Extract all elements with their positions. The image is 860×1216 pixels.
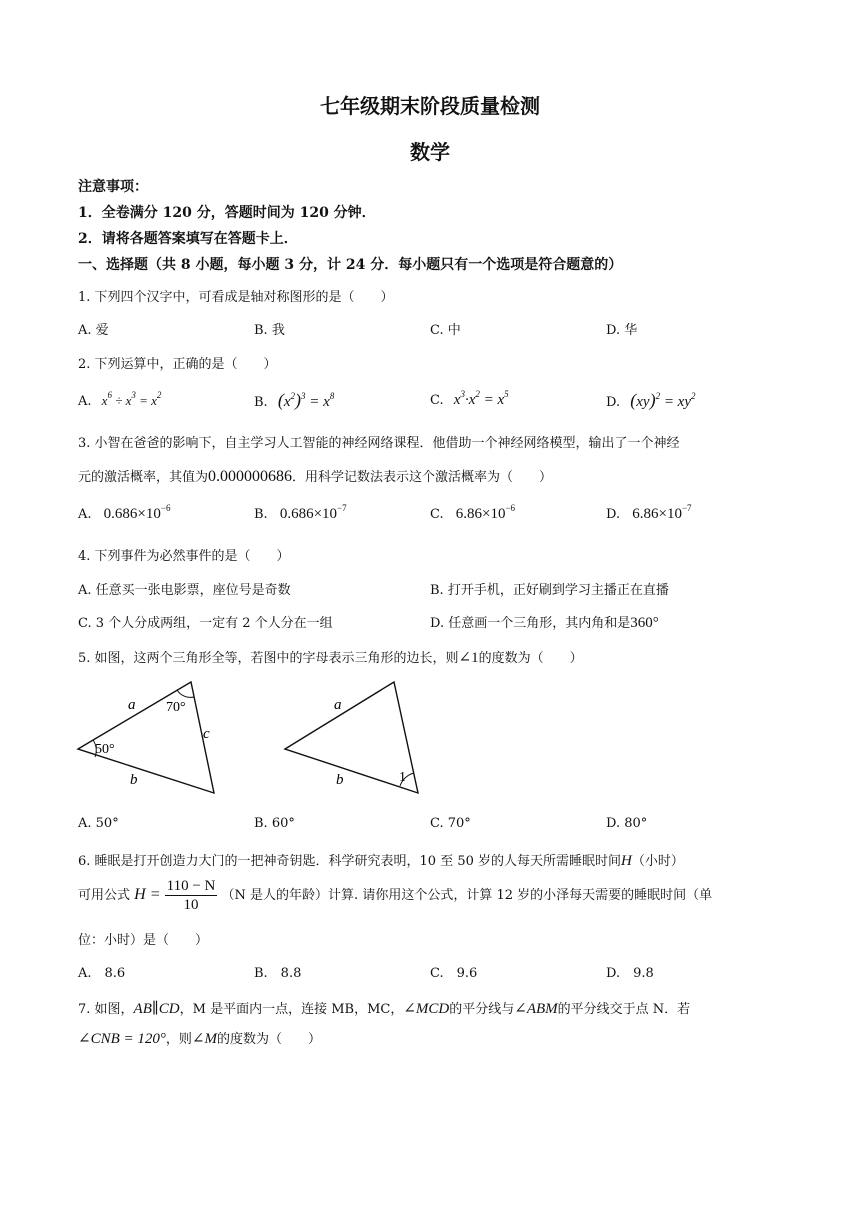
q5-triangle-figure-2 (276, 676, 426, 798)
q3-d-exponent: −7 (681, 503, 692, 513)
triangle-1-side-a: a (128, 697, 136, 713)
q3-text: 元的激活概率，其值为 (78, 470, 209, 485)
q6-text: 6. 睡眠是打开创造力大门的一把神奇钥匙．科学研究表明，10 至 50 岁的人每天所需睡眠时间 (78, 854, 622, 869)
q5-text: 的度数为（ ） (478, 651, 583, 666)
q7-text: 的度数为（ ） (216, 1032, 321, 1047)
q6-text: 可用公式 (78, 888, 131, 903)
q6-option-c: C. 9.6 (430, 966, 478, 981)
q3-value: 0.000000686 (208, 468, 293, 485)
question-6-line3: 位：小时）是（ ） (78, 933, 209, 948)
q3-b-mantissa: 0.686×10 (279, 506, 338, 522)
q7-text: 7. 如图， (78, 1002, 134, 1017)
q6-text: （N 是人的年龄）计算. 请你用这个公式，计算 12 岁的小泽每天需要的睡眠时间（单 (221, 888, 713, 903)
q1-option-a: A. 爱 (78, 323, 109, 338)
question-3-line1: 3. 小智在爸爸的影响下，自主学习人工智能的神经网络课程．他借助一个神经网络模型，输出了一个神经 (78, 436, 680, 451)
q3-text: ．用科学记数法表示这个激活概率为（ ） (292, 470, 553, 485)
q6-text: （小时） (631, 854, 684, 869)
q3-option-d-value (632, 503, 692, 522)
question-4-stem: 4. 下列事件为必然事件的是（ ） (78, 549, 290, 564)
triangle-1-top-arc (177, 690, 194, 697)
q5-option-d: D. 80° (606, 816, 648, 831)
q3-option-d-label: D. (606, 507, 621, 522)
q2-option-b (254, 390, 334, 411)
question-6-line2 (78, 877, 712, 914)
q4-option-d-value: 360° (630, 615, 659, 631)
triangle-2-side-b: b (336, 772, 344, 788)
question-2-stem: 2. 下列运算中，正确的是（ ） (78, 357, 277, 372)
q3-option-b (254, 503, 347, 523)
q6-option-a: A. 8.6 (78, 966, 126, 981)
q5-text: 5. 如图，这两个三角形全等，若图中的字母表示三角形的边长，则 (78, 651, 459, 666)
q6-variable-h: H (621, 853, 632, 869)
q6-denominator: 10 (183, 897, 199, 913)
q7-text: ，M 是平面内一点，连接 MB，MC， (179, 1002, 404, 1017)
q6-numerator: 110 − N (166, 878, 216, 894)
q7-angle-abm: ∠ABM (514, 1001, 558, 1017)
q3-option-a (78, 503, 171, 523)
triangle-1-side-c: c (203, 726, 210, 742)
q2-option-c-label: C. (430, 393, 444, 408)
q2-option-a (78, 390, 162, 409)
q4-option-d (430, 612, 659, 632)
q5-angle: ∠1 (458, 650, 479, 666)
q3-d-mantissa: 6.86×10 (632, 506, 682, 522)
note-item: 1．全卷满分 120 分，答题时间为 120 分钟． (78, 205, 376, 221)
q2-option-d-label: D. (606, 395, 621, 410)
page-title: 七年级期末阶段质量检测 (320, 94, 540, 118)
q1-option-c: C. 中 (430, 323, 461, 338)
q2-option-a-formula: $x^6 \div x^3 = x^2$ (101, 390, 162, 408)
question-7-line2 (78, 1028, 321, 1048)
q1-option-b: B. 我 (254, 323, 285, 338)
q7-text: 的平分线与 (449, 1002, 515, 1017)
q3-option-c-label: C. (430, 507, 444, 522)
q6-formula-fraction (165, 877, 218, 914)
q3-option-a-value (103, 503, 171, 522)
q3-option-d (606, 503, 692, 523)
q4-option-b: B. 打开手机，正好刷到学习主播正在直播 (430, 583, 669, 598)
triangle-2-angle-1: 1 (399, 770, 406, 785)
q7-text: ，则 (165, 1032, 192, 1047)
q7-text: 的平分线交于点 N．若 (557, 1002, 691, 1017)
q5-triangle-figure-1 (70, 676, 230, 798)
q3-option-c-value (455, 503, 516, 522)
q2-option-c-formula: $x^3\cdot x^2 = x^5$ (453, 389, 509, 408)
question-7-line1 (78, 998, 690, 1018)
page-subtitle: 数学 (410, 140, 450, 164)
q2-option-d-formula: $(xy)^2 = xy^2$ (630, 390, 696, 410)
q6-option-d: D. 9.8 (606, 966, 654, 981)
q3-c-exponent: −6 (505, 503, 516, 513)
section-heading: 一、选择题（共 8 小题，每小题 3 分，计 24 分．每小题只有一个选项是符合题意的） (78, 257, 623, 273)
q3-option-b-value (279, 503, 347, 522)
q7-parallel: AB∥CD (133, 1001, 180, 1017)
q5-option-b: B. 60° (254, 816, 295, 831)
q3-option-b-label: B. (254, 507, 268, 522)
question-5-stem (78, 647, 583, 667)
q3-a-exponent: −6 (160, 503, 171, 513)
q3-a-mantissa: 0.686×10 (103, 506, 161, 522)
q3-option-c (430, 503, 516, 523)
triangle-1-angle-top: 70° (166, 700, 186, 715)
q2-option-a-label: A. (78, 394, 92, 409)
q3-option-a-label: A. (78, 507, 92, 522)
q7-condition: ∠CNB = 120° (78, 1031, 166, 1047)
q5-option-a: A. 50° (78, 816, 119, 831)
q2-option-d (606, 390, 696, 411)
q6-option-b: B. 8.8 (254, 966, 302, 981)
q4-option-a: A. 任意买一张电影票，座位号是奇数 (78, 583, 291, 598)
q7-angle-m: ∠M (191, 1031, 217, 1047)
q2-option-c (430, 389, 509, 409)
q5-option-c: C. 70° (430, 816, 471, 831)
notes-heading: 注意事项： (78, 179, 148, 195)
note-item: 2．请将各题答案填写在答题卡上． (78, 231, 298, 247)
q3-b-exponent: −7 (337, 503, 347, 513)
q2-option-b-label: B. (254, 395, 268, 410)
q6-formula-lhs: H = (134, 886, 161, 903)
q4-option-d-text: D. 任意画一个三角形，其内角和是 (430, 616, 631, 631)
question-6-line1 (78, 850, 684, 870)
triangle-2-side-a: a (334, 697, 342, 713)
triangle-1-side-b: b (130, 772, 138, 788)
question-1-stem: 1. 下列四个汉字中，可看成是轴对称图形的是（ ） (78, 290, 394, 305)
q3-c-mantissa: 6.86×10 (455, 506, 506, 522)
q7-angle-mcd: ∠MCD (403, 1001, 450, 1017)
question-3-line2 (78, 466, 552, 486)
triangle-1-shape (78, 682, 214, 793)
q2-option-b-formula: $(x^2)^3 = x^8$ (277, 390, 335, 410)
triangle-1-angle-left: 50° (95, 742, 115, 757)
q1-option-d: D. 华 (606, 323, 638, 338)
q4-option-c: C. 3 个人分成两组，一定有 2 个人分在一组 (78, 616, 333, 631)
